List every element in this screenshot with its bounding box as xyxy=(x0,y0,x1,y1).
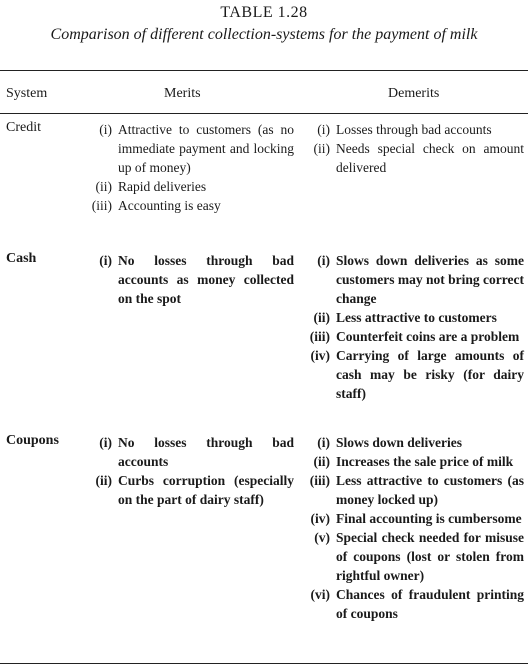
list-item: (i) Slows down deliveries as some customers may not bring correct change xyxy=(317,253,524,306)
system-label: Coupons xyxy=(6,433,59,448)
list-item: (v) Special check needed for misuse of coupons (lost or stolen from rightful owner) xyxy=(314,530,524,583)
header-merits: Merits xyxy=(164,86,201,101)
list-item: (i) No losses through bad accounts as money collected on the spot xyxy=(99,253,294,306)
list-item: (i) No losses through bad accounts xyxy=(99,435,294,469)
list-item: (ii) Curbs corruption (especially on the part of dairy staff) xyxy=(95,473,294,507)
list-item: (vi) Chances of fraudulent printing of coupons xyxy=(310,587,524,621)
list-item: (iii) Accounting is easy xyxy=(91,198,221,213)
demerits-list xyxy=(300,433,524,623)
list-item: (i) Attractive to customers (as no immediate payment and locking up of money) xyxy=(99,122,294,175)
bottom-rule xyxy=(0,663,528,664)
list-item: (i) Losses through bad accounts xyxy=(317,122,492,137)
list-item: (iv) Carrying of large amounts of cash may be risky (for dairy staff) xyxy=(310,348,524,401)
list-item: (iii) Less attractive to customers (as money locked up) xyxy=(309,473,524,507)
list-item: (i) Slows down deliveries xyxy=(317,435,463,450)
header-system: System xyxy=(6,86,48,101)
demerits-list xyxy=(300,251,524,403)
header-demerits: Demerits xyxy=(388,86,440,101)
demerits-list xyxy=(300,120,524,177)
list-item: (ii) Rapid deliveries xyxy=(95,179,207,194)
list-item: (iv) Final accounting is cumbersome xyxy=(310,511,522,526)
list-item: (iii) Counterfeit coins are a problem xyxy=(309,329,520,344)
top-rule xyxy=(0,70,528,71)
merits-list xyxy=(82,120,294,215)
header-rule xyxy=(0,113,528,114)
system-label: Credit xyxy=(6,120,41,135)
table-number: TABLE 1.28 xyxy=(220,4,308,21)
table-caption: Comparison of different collection-systems for the payment of milk xyxy=(50,26,478,43)
merits-list xyxy=(82,251,294,308)
list-item: (ii) Needs special check on amount delivered xyxy=(313,141,524,175)
merits-list xyxy=(82,433,294,509)
list-item: (ii) Increases the sale price of milk xyxy=(313,454,514,469)
list-item: (ii) Less attractive to customers xyxy=(313,310,497,325)
system-label: Cash xyxy=(6,251,37,266)
